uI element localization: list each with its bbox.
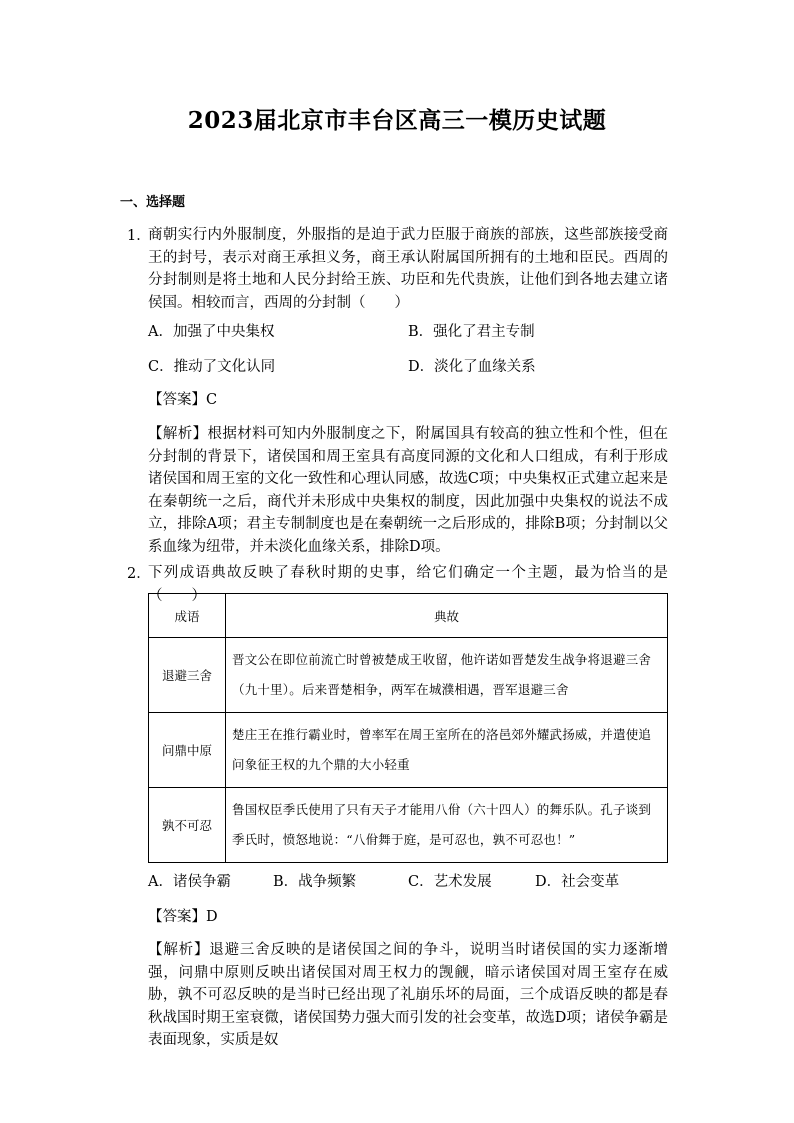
question-2-option-c: C．艺术发展 [408, 874, 492, 890]
question-1-number: 1． [127, 228, 151, 244]
question-1-option-d: D．淡化了血缘关系 [408, 359, 536, 375]
table-header-story: 典故 [226, 594, 668, 638]
table-cell-story: 晋文公在即位前流亡时曾被楚成王收留，他许诺如晋楚发生战争将退避三舍（九十里）。后来晋楚相争，两军在城濮相遇，晋军退避三舍 [226, 638, 668, 713]
table-row [149, 788, 668, 863]
question-2-option-a: A．诸侯争霸 [148, 874, 231, 890]
table-cell-story: 楚庄王在推行霸业时，曾率军在周王室所在的洛邑郊外耀武扬威，并遣使追问象征王权的九个鼎的大小轻重 [226, 713, 668, 788]
table-header-row [149, 594, 668, 638]
question-2-option-d: D．社会变革 [535, 874, 620, 890]
question-1-analysis-label: 【解析】 [148, 426, 208, 442]
question-2-analysis-label: 【解析】 [148, 942, 210, 958]
table-cell-idiom: 退避三舍 [149, 638, 226, 713]
table-cell-idiom: 孰不可忍 [149, 788, 226, 863]
question-1-analysis-text: 根据材料可知内外服制度之下，附属国具有较高的独立性和个性，但在分封制的背景下，诸侯国和周王室具有高度同源的文化和人口组成，有利于形成诸侯国和周王室的文化一致性和心理认同感，故选C项；中央集权正式建立起来是在秦朝统一之后，商代并未形成中央集权的制度，因此加强中央集权的说法不成立，排除A项；君主专制制度也是在秦朝统一之后形成的，排除B项；分封制以父系血缘为纽带，并未淡化血缘关系，排除D项。 [148, 426, 669, 555]
question-1-answer: 【答案】C [148, 392, 218, 408]
document-title: 2023届北京市丰台区高三一模历史试题 [187, 107, 607, 134]
idiom-table [148, 593, 668, 863]
section-heading: 一、选择题 [120, 195, 186, 210]
question-1-option-c: C．推动了文化认同 [148, 359, 276, 375]
question-1-option-a: A．加强了中央集权 [148, 324, 275, 340]
question-2-stem: 下列成语典故反映了春秋时期的史事，给它们确定一个主题，最为恰当的是（ ） [148, 565, 668, 604]
question-2-option-b: B．战争频繁 [273, 874, 357, 890]
table-header-idiom: 成语 [149, 594, 226, 638]
question-2-options [148, 870, 619, 891]
question-2-analysis [148, 939, 668, 1052]
table-cell-idiom: 问鼎中原 [149, 713, 226, 788]
table-row [149, 638, 668, 713]
table-cell-story: 鲁国权臣季氏使用了只有天子才能用八佾（六十四人）的舞乐队。孔子谈到季氏时，愤怒地说：“八佾舞于庭，是可忍也，孰不可忍也！” [226, 788, 668, 863]
question-1-stem: 商朝实行内外服制度，外服指的是迫于武力臣服于商族的部族，这些部族接受商王的封号，表示对商王承担义务，商王承认附属国所拥有的土地和臣民。西周的分封制则是将土地和人民分封给王族、功臣和先代贵族，让他们到各地去建立诸侯国。相较而言，西周的分封制（ ） [148, 227, 668, 311]
question-2-analysis-text: 退避三舍反映的是诸侯国之间的争斗，说明当时诸侯国的实力逐渐增强，问鼎中原则反映出诸侯国对周王权力的觊觎，暗示诸侯国对周王室存在威胁，孰不可忍反映的是当时已经出现了礼崩乐坏的局面，三个成语反映的都是春秋战国时期王室衰微，诸侯国势力强大而引发的社会变革，故选D项；诸侯争霸是表面现象，实质是奴 [148, 942, 669, 1049]
question-1-analysis [148, 423, 668, 559]
table-row [149, 713, 668, 788]
question-2-number: 2． [127, 566, 151, 582]
question-1-option-b: B．强化了君主专制 [408, 324, 535, 340]
question-2-answer: 【答案】D [148, 909, 218, 925]
